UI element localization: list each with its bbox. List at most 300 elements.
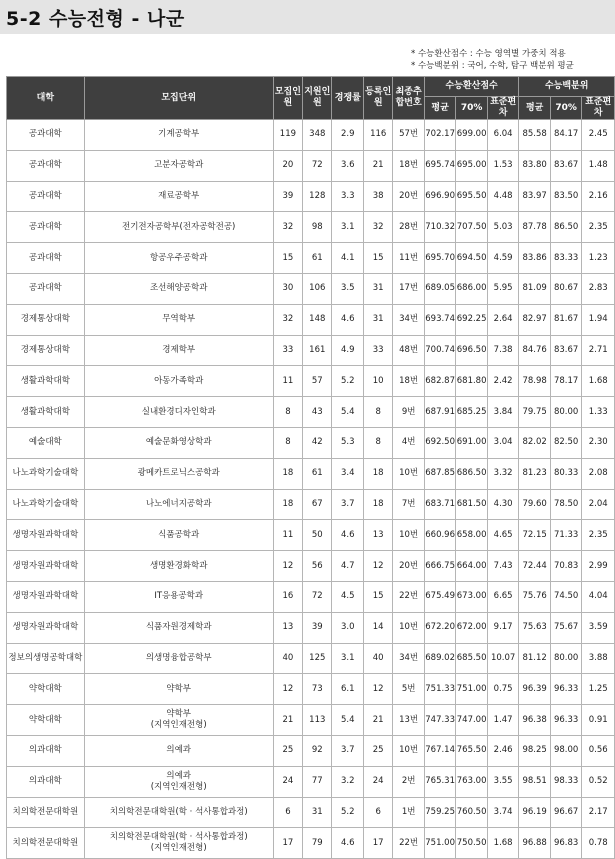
cell-s-70: 694.50 [456, 243, 488, 274]
cell-ratio: 5.2 [332, 797, 364, 828]
cell-s-avg: 672.20 [424, 612, 456, 643]
cell-ratio: 3.3 [332, 181, 364, 212]
cell-applicants: 77 [303, 766, 332, 797]
cell-p-70: 96.33 [550, 705, 582, 736]
header-ratio: 경쟁률 [332, 77, 364, 120]
table-row [7, 520, 615, 551]
cell-quota: 24 [273, 766, 302, 797]
cell-s-70: 751.00 [456, 674, 488, 705]
cell-p-avg: 81.23 [519, 458, 551, 489]
cell-enrolled: 15 [363, 243, 392, 274]
unit-name: 실내환경디자인학과 [141, 406, 216, 417]
cell-s-avg: 660.96 [424, 520, 456, 551]
cell-s-avg: 695.74 [424, 150, 456, 181]
cell-p-avg: 96.38 [519, 705, 551, 736]
cell-college: 생명자원과학대학 [7, 612, 85, 643]
cell-p-70: 83.50 [550, 181, 582, 212]
cell-final: 18번 [393, 366, 425, 397]
cell-s-std: 0.75 [487, 674, 519, 705]
cell-final: 48번 [393, 335, 425, 366]
header-pct-avg: 평균 [519, 97, 551, 120]
cell-s-avg: 700.74 [424, 335, 456, 366]
cell-enrolled: 24 [363, 766, 392, 797]
table-row [7, 212, 615, 243]
cell-s-std: 3.32 [487, 458, 519, 489]
cell-enrolled: 32 [363, 212, 392, 243]
cell-s-avg: 689.02 [424, 643, 456, 674]
unit-name: 고분자공학과 [154, 160, 204, 171]
cell-p-std: 2.08 [582, 458, 615, 489]
cell-final: 5번 [393, 674, 425, 705]
cell-s-avg: 689.05 [424, 273, 456, 304]
cell-ratio: 6.1 [332, 674, 364, 705]
cell-unit [84, 581, 273, 612]
cell-quota: 32 [273, 212, 302, 243]
cell-final: 4번 [393, 427, 425, 458]
cell-p-avg: 85.58 [519, 120, 551, 151]
unit-name: 조선해양공학과 [149, 283, 208, 294]
cell-p-avg: 96.39 [519, 674, 551, 705]
cell-quota: 8 [273, 397, 302, 428]
cell-s-std: 6.04 [487, 120, 519, 151]
cell-final: 34번 [393, 304, 425, 335]
cell-unit [84, 489, 273, 520]
cell-p-70: 75.67 [550, 612, 582, 643]
cell-college: 공과대학 [7, 273, 85, 304]
cell-s-std: 3.04 [487, 427, 519, 458]
table-row [7, 120, 615, 151]
cell-college: 약학대학 [7, 705, 85, 736]
cell-college: 공과대학 [7, 181, 85, 212]
cell-applicants: 42 [303, 427, 332, 458]
cell-p-70: 80.33 [550, 458, 582, 489]
table-row [7, 304, 615, 335]
cell-unit [84, 397, 273, 428]
cell-final: 1번 [393, 797, 425, 828]
cell-college: 공과대학 [7, 212, 85, 243]
cell-unit [84, 273, 273, 304]
cell-s-avg: 702.17 [424, 120, 456, 151]
cell-enrolled: 18 [363, 489, 392, 520]
cell-final: 57번 [393, 120, 425, 151]
unit-name: 치의학전문대학원(학 · 석사통합과정) [109, 832, 248, 843]
cell-quota: 6 [273, 797, 302, 828]
cell-p-std: 2.16 [582, 181, 615, 212]
cell-applicants: 57 [303, 366, 332, 397]
table-row [7, 243, 615, 274]
cell-s-avg: 695.70 [424, 243, 456, 274]
table-row [7, 150, 615, 181]
cell-s-70: 691.00 [456, 427, 488, 458]
cell-p-std: 0.56 [582, 735, 615, 766]
cell-applicants: 148 [303, 304, 332, 335]
note-line: * 수능환산점수 : 수능 영역별 가중치 적용 [411, 49, 566, 59]
cell-college: 생활과학대학 [7, 397, 85, 428]
cell-s-70: 696.50 [456, 335, 488, 366]
unit-name: IT응용공학과 [154, 591, 204, 602]
cell-quota: 30 [273, 273, 302, 304]
cell-college: 약학대학 [7, 674, 85, 705]
cell-ratio: 4.5 [332, 581, 364, 612]
cell-p-std: 1.25 [582, 674, 615, 705]
cell-enrolled: 40 [363, 643, 392, 674]
cell-enrolled: 21 [363, 150, 392, 181]
cell-p-70: 98.33 [550, 766, 582, 797]
cell-final: 20번 [393, 181, 425, 212]
unit-name: 의예과 [166, 745, 192, 756]
cell-college: 예술대학 [7, 427, 85, 458]
cell-p-avg: 84.76 [519, 335, 551, 366]
cell-final: 22번 [393, 828, 425, 859]
cell-unit [84, 797, 273, 828]
cell-p-avg: 82.97 [519, 304, 551, 335]
cell-college: 경제통상대학 [7, 304, 85, 335]
cell-s-70: 685.25 [456, 397, 488, 428]
cell-p-avg: 79.60 [519, 489, 551, 520]
cell-s-70: 763.00 [456, 766, 488, 797]
cell-s-avg: 687.85 [424, 458, 456, 489]
cell-s-70: 673.00 [456, 581, 488, 612]
header-csat-pct: 수능백분위 [519, 77, 615, 97]
page-title: 5-2 수능전형 - 나군 [6, 8, 185, 30]
cell-ratio: 4.7 [332, 551, 364, 582]
cell-p-avg: 78.98 [519, 366, 551, 397]
cell-p-70: 86.50 [550, 212, 582, 243]
cell-s-avg: 751.00 [424, 828, 456, 859]
cell-p-std: 2.83 [582, 273, 615, 304]
cell-enrolled: 31 [363, 304, 392, 335]
cell-applicants: 39 [303, 612, 332, 643]
cell-ratio: 2.9 [332, 120, 364, 151]
cell-s-std: 6.65 [487, 581, 519, 612]
header-pct-70: 70% [550, 97, 582, 120]
cell-enrolled: 14 [363, 612, 392, 643]
cell-p-70: 96.83 [550, 828, 582, 859]
cell-s-avg: 710.32 [424, 212, 456, 243]
cell-applicants: 125 [303, 643, 332, 674]
cell-s-70: 686.50 [456, 458, 488, 489]
table-body [7, 120, 615, 859]
cell-s-avg: 683.71 [424, 489, 456, 520]
cell-unit [84, 120, 273, 151]
cell-s-std: 3.84 [487, 397, 519, 428]
cell-s-std: 1.68 [487, 828, 519, 859]
cell-quota: 15 [273, 243, 302, 274]
cell-applicants: 79 [303, 828, 332, 859]
cell-s-70: 681.80 [456, 366, 488, 397]
cell-p-avg: 81.09 [519, 273, 551, 304]
title-bar [0, 0, 615, 34]
cell-college: 생활과학대학 [7, 366, 85, 397]
cell-quota: 11 [273, 366, 302, 397]
cell-ratio: 5.4 [332, 705, 364, 736]
cell-p-std: 1.68 [582, 366, 615, 397]
cell-final: 34번 [393, 643, 425, 674]
cell-quota: 11 [273, 520, 302, 551]
cell-s-avg: 696.90 [424, 181, 456, 212]
unit-name: 재료공학부 [158, 190, 200, 201]
unit-subtype: (지역인재전형) [150, 720, 207, 731]
cell-s-std: 2.42 [487, 366, 519, 397]
cell-s-avg: 687.91 [424, 397, 456, 428]
cell-quota: 21 [273, 705, 302, 736]
cell-unit [84, 427, 273, 458]
unit-name: 식품자원경제학과 [145, 622, 212, 633]
cell-p-std: 2.99 [582, 551, 615, 582]
table-row [7, 766, 615, 797]
cell-ratio: 3.1 [332, 643, 364, 674]
cell-s-avg: 751.33 [424, 674, 456, 705]
cell-final: 9번 [393, 397, 425, 428]
unit-name: 식품공학과 [158, 529, 200, 540]
cell-s-std: 5.95 [487, 273, 519, 304]
cell-s-avg: 675.49 [424, 581, 456, 612]
cell-college: 생명자원과학대학 [7, 581, 85, 612]
cell-enrolled: 13 [363, 520, 392, 551]
cell-ratio: 3.2 [332, 766, 364, 797]
cell-p-std: 3.59 [582, 612, 615, 643]
cell-final: 10번 [393, 735, 425, 766]
table-row [7, 335, 615, 366]
cell-ratio: 4.6 [332, 304, 364, 335]
cell-quota: 33 [273, 335, 302, 366]
cell-p-70: 98.00 [550, 735, 582, 766]
cell-quota: 8 [273, 427, 302, 458]
cell-ratio: 5.3 [332, 427, 364, 458]
cell-unit [84, 643, 273, 674]
cell-enrolled: 8 [363, 397, 392, 428]
cell-enrolled: 31 [363, 273, 392, 304]
cell-applicants: 61 [303, 458, 332, 489]
unit-name: 전기전자공학부(전자공학전공) [122, 221, 236, 232]
cell-enrolled: 17 [363, 828, 392, 859]
table-row [7, 828, 615, 859]
cell-s-std: 4.59 [487, 243, 519, 274]
cell-s-std: 10.07 [487, 643, 519, 674]
cell-applicants: 67 [303, 489, 332, 520]
cell-college: 나노과학기술대학 [7, 458, 85, 489]
cell-college: 공과대학 [7, 243, 85, 274]
cell-quota: 13 [273, 612, 302, 643]
header-enrolled: 등록인원 [363, 77, 392, 120]
cell-ratio: 4.6 [332, 828, 364, 859]
unit-name: 경제학부 [162, 344, 196, 355]
cell-p-avg: 83.86 [519, 243, 551, 274]
cell-p-std: 2.17 [582, 797, 615, 828]
table-row [7, 366, 615, 397]
cell-p-std: 2.71 [582, 335, 615, 366]
cell-unit [84, 520, 273, 551]
table-row [7, 397, 615, 428]
unit-name: 약학부 [166, 683, 192, 694]
cell-final: 17번 [393, 273, 425, 304]
cell-quota: 18 [273, 458, 302, 489]
cell-enrolled: 12 [363, 674, 392, 705]
cell-s-70: 658.00 [456, 520, 488, 551]
cell-p-70: 82.50 [550, 427, 582, 458]
cell-final: 10번 [393, 612, 425, 643]
unit-subtype: (지역인재전형) [150, 781, 207, 792]
cell-s-70: 672.00 [456, 612, 488, 643]
cell-quota: 17 [273, 828, 302, 859]
note-line: * 수능백분위 : 국어, 수학, 탐구 백분위 평균 [411, 61, 574, 71]
cell-quota: 32 [273, 304, 302, 335]
cell-quota: 20 [273, 150, 302, 181]
table-row [7, 427, 615, 458]
cell-s-70: 707.50 [456, 212, 488, 243]
cell-final: 20번 [393, 551, 425, 582]
cell-p-avg: 75.76 [519, 581, 551, 612]
cell-s-70: 695.00 [456, 150, 488, 181]
header-score-std: 표준편차 [487, 97, 519, 120]
cell-s-70: 681.50 [456, 489, 488, 520]
cell-s-70: 664.00 [456, 551, 488, 582]
cell-s-70: 686.00 [456, 273, 488, 304]
table-row [7, 705, 615, 736]
cell-college: 공과대학 [7, 120, 85, 151]
cell-p-70: 74.50 [550, 581, 582, 612]
cell-p-std: 4.04 [582, 581, 615, 612]
unit-name: 무역학부 [162, 314, 196, 325]
cell-final: 10번 [393, 520, 425, 551]
cell-applicants: 73 [303, 674, 332, 705]
cell-p-70: 78.17 [550, 366, 582, 397]
cell-p-avg: 98.25 [519, 735, 551, 766]
header-unit: 모집단위 [84, 77, 273, 120]
cell-p-std: 3.88 [582, 643, 615, 674]
unit-name: 치의학전문대학원(학 · 석사통합과정) [109, 806, 248, 817]
cell-p-std: 1.94 [582, 304, 615, 335]
cell-ratio: 3.1 [332, 212, 364, 243]
cell-unit [84, 212, 273, 243]
admission-table [6, 76, 615, 859]
cell-p-avg: 83.97 [519, 181, 551, 212]
cell-unit [84, 304, 273, 335]
cell-s-avg: 692.50 [424, 427, 456, 458]
cell-ratio: 4.1 [332, 243, 364, 274]
cell-ratio: 3.7 [332, 489, 364, 520]
cell-s-std: 2.46 [487, 735, 519, 766]
cell-quota: 12 [273, 674, 302, 705]
cell-college: 생명자원과학대학 [7, 520, 85, 551]
cell-quota: 39 [273, 181, 302, 212]
cell-p-std: 2.35 [582, 212, 615, 243]
cell-s-avg: 682.87 [424, 366, 456, 397]
cell-p-avg: 82.02 [519, 427, 551, 458]
cell-applicants: 31 [303, 797, 332, 828]
cell-s-std: 3.74 [487, 797, 519, 828]
cell-p-avg: 81.12 [519, 643, 551, 674]
cell-college: 의과대학 [7, 735, 85, 766]
cell-p-70: 80.67 [550, 273, 582, 304]
cell-s-avg: 767.14 [424, 735, 456, 766]
table-row [7, 674, 615, 705]
cell-s-avg: 693.74 [424, 304, 456, 335]
cell-ratio: 4.9 [332, 335, 364, 366]
cell-s-avg: 759.25 [424, 797, 456, 828]
cell-p-70: 96.67 [550, 797, 582, 828]
cell-p-std: 1.23 [582, 243, 615, 274]
header-score-70: 70% [456, 97, 488, 120]
cell-p-70: 83.33 [550, 243, 582, 274]
cell-applicants: 92 [303, 735, 332, 766]
cell-p-avg: 83.80 [519, 150, 551, 181]
cell-ratio: 3.4 [332, 458, 364, 489]
cell-applicants: 128 [303, 181, 332, 212]
cell-enrolled: 21 [363, 705, 392, 736]
cell-final: 10번 [393, 458, 425, 489]
cell-s-std: 5.03 [487, 212, 519, 243]
notes [411, 48, 611, 72]
cell-applicants: 98 [303, 212, 332, 243]
cell-applicants: 61 [303, 243, 332, 274]
unit-name: 광메카트로닉스공학과 [137, 468, 220, 479]
cell-college: 나노과학기술대학 [7, 489, 85, 520]
cell-final: 18번 [393, 150, 425, 181]
table-row [7, 581, 615, 612]
cell-enrolled: 18 [363, 458, 392, 489]
cell-unit [84, 181, 273, 212]
cell-p-avg: 96.88 [519, 828, 551, 859]
header-pct-std: 표준편차 [582, 97, 615, 120]
cell-enrolled: 15 [363, 581, 392, 612]
cell-s-std: 7.43 [487, 551, 519, 582]
cell-unit [84, 366, 273, 397]
unit-name: 항공우주공학과 [149, 252, 208, 263]
cell-p-std: 2.04 [582, 489, 615, 520]
cell-p-std: 0.78 [582, 828, 615, 859]
unit-name: 기계공학부 [158, 129, 200, 140]
header-final: 최종추합번호 [393, 77, 425, 120]
cell-s-std: 1.53 [487, 150, 519, 181]
cell-final: 22번 [393, 581, 425, 612]
cell-ratio: 3.7 [332, 735, 364, 766]
cell-p-70: 81.67 [550, 304, 582, 335]
cell-p-70: 84.17 [550, 120, 582, 151]
cell-final: 28번 [393, 212, 425, 243]
cell-enrolled: 116 [363, 120, 392, 151]
cell-applicants: 161 [303, 335, 332, 366]
cell-p-avg: 79.75 [519, 397, 551, 428]
cell-college: 경제통상대학 [7, 335, 85, 366]
cell-unit [84, 551, 273, 582]
cell-final: 7번 [393, 489, 425, 520]
cell-applicants: 106 [303, 273, 332, 304]
cell-enrolled: 6 [363, 797, 392, 828]
cell-s-std: 9.17 [487, 612, 519, 643]
cell-s-avg: 747.33 [424, 705, 456, 736]
cell-quota: 25 [273, 735, 302, 766]
unit-name: 약학부 [166, 709, 192, 720]
cell-p-std: 1.48 [582, 150, 615, 181]
cell-quota: 12 [273, 551, 302, 582]
cell-p-70: 83.67 [550, 335, 582, 366]
cell-s-avg: 666.75 [424, 551, 456, 582]
cell-applicants: 43 [303, 397, 332, 428]
cell-s-70: 760.50 [456, 797, 488, 828]
cell-ratio: 4.6 [332, 520, 364, 551]
cell-applicants: 50 [303, 520, 332, 551]
cell-s-70: 695.50 [456, 181, 488, 212]
cell-p-std: 2.30 [582, 427, 615, 458]
cell-enrolled: 25 [363, 735, 392, 766]
unit-name: 의예과 [166, 770, 192, 781]
cell-unit [84, 766, 273, 797]
unit-subtype: (지역인재전형) [150, 843, 207, 854]
cell-s-std: 2.64 [487, 304, 519, 335]
unit-name: 예술문화영상학과 [145, 437, 212, 448]
cell-p-70: 80.00 [550, 643, 582, 674]
